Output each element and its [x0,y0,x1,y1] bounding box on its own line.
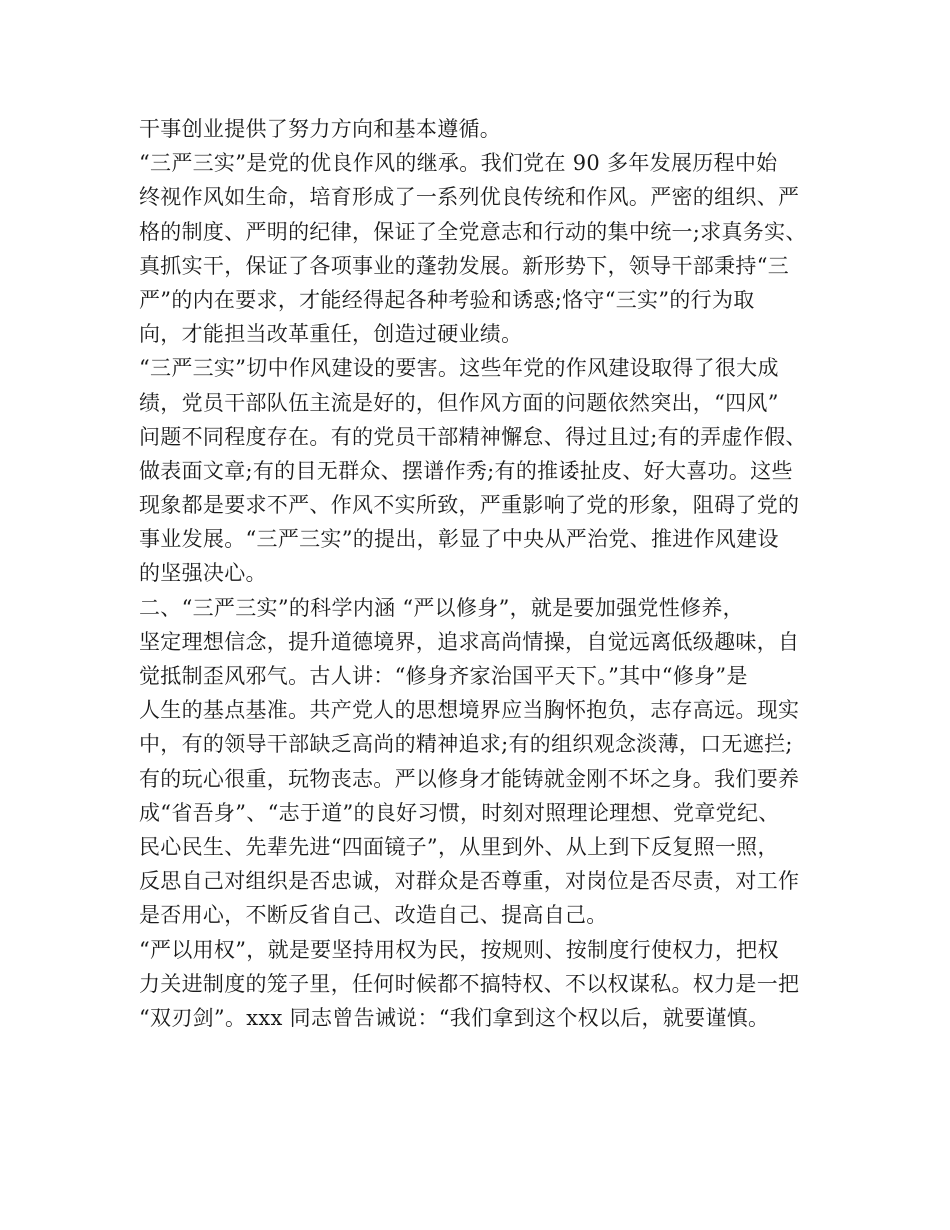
text-line: 坚定理想信念，提升道德境界，追求高尚情操，自觉远离低级趣味，自 [139,629,800,654]
text-line: 绩，党员干部队伍主流是好的，但作风方面的问题依然突出，“四风” [139,390,779,415]
text-line: 人生的基点基准。共产党人的思想境界应当胸怀抱负，志存高远。现实 [139,698,800,723]
text-line: 成“省吾身”、“志于道”的良好习惯，时刻对照理论理想、党章党纪、 [139,800,780,825]
text-line: 格的制度、严明的纪律，保证了全党意志和行动的集中统一;求真务实、 [139,219,807,244]
text-line: 现象都是要求不严、作风不实所致，严重影响了党的形象，阻碍了党的 [139,493,800,518]
text-line: 真抓实干，保证了各项事业的蓬勃发展。新形势下，领导干部秉持“三 [139,253,790,278]
text-line: 严”的内在要求，才能经得起各种考验和诱惑;恪守“三实”的行为取 [139,287,755,312]
text-line: 做表面文章;有的目无群众、摆谱作秀;有的推诿扯皮、好大喜功。这些 [139,458,793,483]
text-line: 二、“三严三实”的科学内涵 “严以修身”，就是要加强党性修养， [139,595,744,620]
text-line: 反思自己对组织是否忠诚，对群众是否尊重，对岗位是否尽责，对工作 [139,869,800,894]
text-line: 的坚强决心。 [139,561,267,586]
text-line: 终视作风如生命，培育形成了一系列优良传统和作风。严密的组织、严 [139,185,800,210]
text-line: 力关进制度的笼子里，任何时候都不搞特权、不以权谋私。权力是一把 [139,971,800,996]
text-line: 觉抵制歪风邪气。古人讲：“修身齐家治国平天下。”其中“修身”是 [139,664,748,688]
text-line: 是否用心，不断反省自己、改造自己、提高自己。 [139,903,608,928]
text-line: 问题不同程度存在。有的党员干部精神懈怠、得过且过;有的弄虚作假、 [139,424,807,449]
text-line: “三严三实”切中作风建设的要害。这些年党的作风建设取得了很大成 [139,356,779,381]
text-line: 民心民生、先辈先进“四面镜子”，从里到外、从上到下反复照一照， [139,834,779,859]
document-body [139,112,829,1035]
text-line: 中，有的领导干部缺乏高尚的精神追求;有的组织观念淡薄，口无遮拦; [139,732,793,757]
text-line: “双刃剑”。xxx 同志曾告诫说：“我们拿到这个权以后，就要谨慎。 [139,1005,770,1030]
text-line: “三严三实”是党的优良作风的继承。我们党在 90 多年发展历程中始 [139,151,778,176]
text-line: 有的玩心很重，玩物丧志。严以修身才能铸就金刚不坏之身。我们要养 [139,766,800,791]
text-line: 向，才能担当改革重任，创造过硬业绩。 [139,322,523,347]
text-line: 干事创业提供了努力方向和基本遵循。 [139,117,502,141]
text-line: 事业发展。“三严三实”的提出，彰显了中央从严治党、推进作风建设 [139,527,779,552]
text-line: “严以用权”，就是要坚持用权为民，按规则、按制度行使权力，把权 [139,937,779,962]
